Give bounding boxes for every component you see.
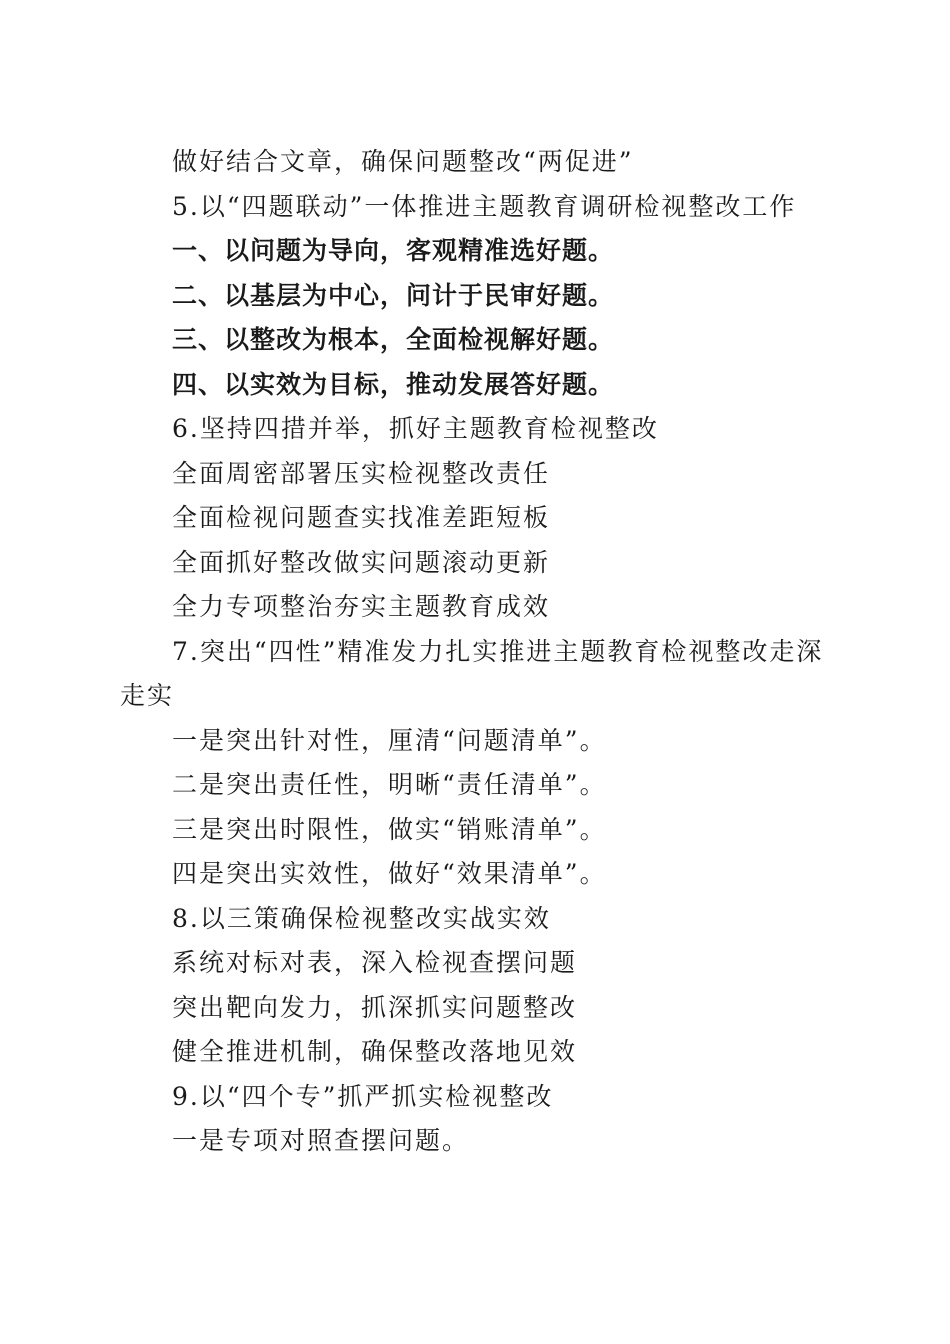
section-heading: 6.坚持四措并举，抓好主题教育检视整改 — [172, 414, 659, 443]
section-heading: 5.以“四题联动”一体推进主题教育调研检视整改工作 — [172, 191, 797, 221]
text-line: 全面周密部署压实检视整改责任 — [172, 458, 551, 488]
bold-point: 三、以整改为根本，全面检视解好题。 — [172, 325, 615, 354]
bold-point: 四、以实效为目标，推动发展答好题。 — [172, 369, 615, 399]
section-heading: 7.突出“四性”精准发力扎实推进主题教育检视整改走深 — [172, 636, 824, 666]
bold-point: 一、以问题为导向，客观精准选好题。 — [172, 236, 615, 265]
section-heading: 9.以“四个专”抓严抓实检视整改 — [172, 1081, 554, 1111]
text-line: 四是突出实效性，做好“效果清单”。 — [172, 859, 607, 888]
text-line: 突出靶向发力，抓深抓实问题整改 — [172, 992, 578, 1022]
text-line: 一是专项对照查摆问题。 — [172, 1126, 470, 1155]
text-line: 系统对标对表，深入检视查摆问题 — [172, 948, 578, 977]
section-heading: 8.以三策确保检视整改实战实效 — [172, 903, 551, 933]
text-line: 全面抓好整改做实问题滚动更新 — [172, 547, 551, 577]
bold-point: 二、以基层为中心，问计于民审好题。 — [172, 280, 615, 310]
text-line: 一是突出针对性，厘清“问题清单”。 — [172, 725, 607, 755]
document-body — [120, 140, 832, 1164]
text-line: 健全推进机制，确保整改落地见效 — [172, 1037, 578, 1066]
text-line: 全面检视问题查实找准差距短板 — [172, 503, 551, 532]
text-line: 做好结合文章，确保问题整改“两促进” — [172, 147, 634, 176]
text-line: 二是突出责任性，明晰“责任清单”。 — [172, 770, 607, 799]
text-line: 三是突出时限性，做实“销账清单”。 — [172, 814, 607, 844]
text-line: 全力专项整治夯实主题教育成效 — [172, 592, 551, 621]
section-heading-continuation: 走实 — [120, 681, 175, 710]
